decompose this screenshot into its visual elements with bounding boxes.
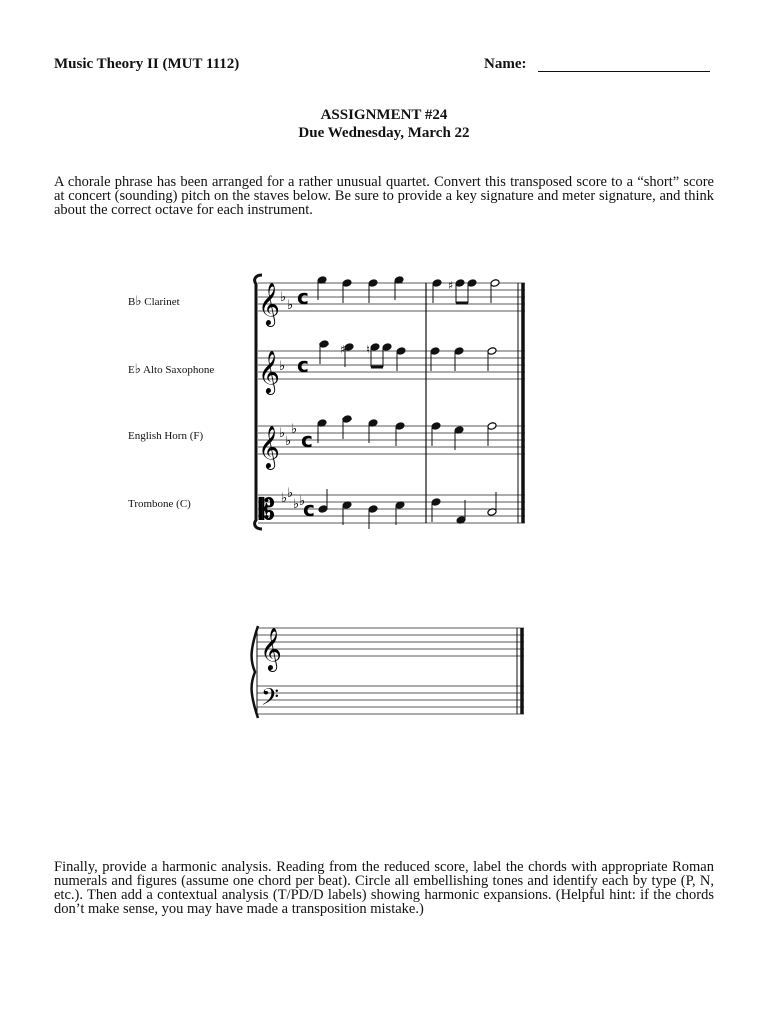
meter-sign: c bbox=[301, 428, 313, 452]
name-label: Name: bbox=[484, 56, 527, 72]
instructions-paragraph: A chorale phrase has been arranged for a rather unusual quartet. Convert this transposed score to a “short” score at concert (sounding) pitch on the staves below. Be sure to provide a key signature and meter signature, and think about the correct octave for each instrument. bbox=[54, 174, 714, 218]
flat-icon: ♭ bbox=[285, 434, 292, 449]
flat-icon: ♭ bbox=[287, 486, 294, 501]
flat-icon: ♭ bbox=[279, 359, 286, 374]
tenor-clef: 𝄡 bbox=[259, 493, 275, 526]
meter-sign: c bbox=[297, 353, 309, 377]
flat-icon: ♭ bbox=[281, 491, 288, 506]
sharp-icon: ♯ bbox=[448, 279, 454, 292]
flat-icon: ♭ bbox=[280, 290, 287, 305]
due-date: Due Wednesday, March 22 bbox=[298, 125, 470, 141]
flat-icon: ♭ bbox=[293, 497, 300, 512]
treble-clef: 𝄞 bbox=[260, 627, 282, 670]
flat-icon: ♭ bbox=[279, 426, 286, 441]
flat-icon: ♭ bbox=[299, 494, 306, 509]
instrument-label-english-horn: English Horn (F) bbox=[128, 430, 204, 442]
instrument-label-alto-sax: E♭ Alto Saxophone bbox=[128, 361, 215, 376]
natural-icon: ♮ bbox=[366, 343, 370, 356]
treble-clef: 𝄞 bbox=[258, 425, 280, 468]
treble-clef: 𝄞 bbox=[258, 282, 280, 325]
instrument-label-clarinet: B♭ Clarinet bbox=[128, 293, 180, 308]
instrument-label-trombone: Trombone (C) bbox=[128, 498, 191, 510]
course-title: Music Theory II (MUT 1112) bbox=[54, 56, 240, 72]
analysis-paragraph: Finally, provide a harmonic analysis. Reading from the reduced score, label the chords with appropriate Roman numerals and figures (assume one chord per beat). Circle all embellishing tones and identify each by type (P, N, etc.). Then add a contextual analysis (T/PD/D labels) showing harmonic expansions. (Helpful hint: if the chords don’t make sense, you may have made a transposition mistake.) bbox=[54, 859, 714, 917]
treble-clef: 𝄞 bbox=[258, 350, 280, 393]
assignment-title: ASSIGNMENT #24 bbox=[320, 107, 448, 123]
flat-icon: ♭ bbox=[291, 422, 298, 437]
sharp-icon: ♯ bbox=[340, 343, 346, 356]
flat-icon: ♭ bbox=[287, 298, 294, 313]
bass-clef: 𝄢 bbox=[261, 683, 280, 716]
meter-sign: c bbox=[303, 497, 315, 521]
meter-sign: c bbox=[297, 285, 309, 309]
